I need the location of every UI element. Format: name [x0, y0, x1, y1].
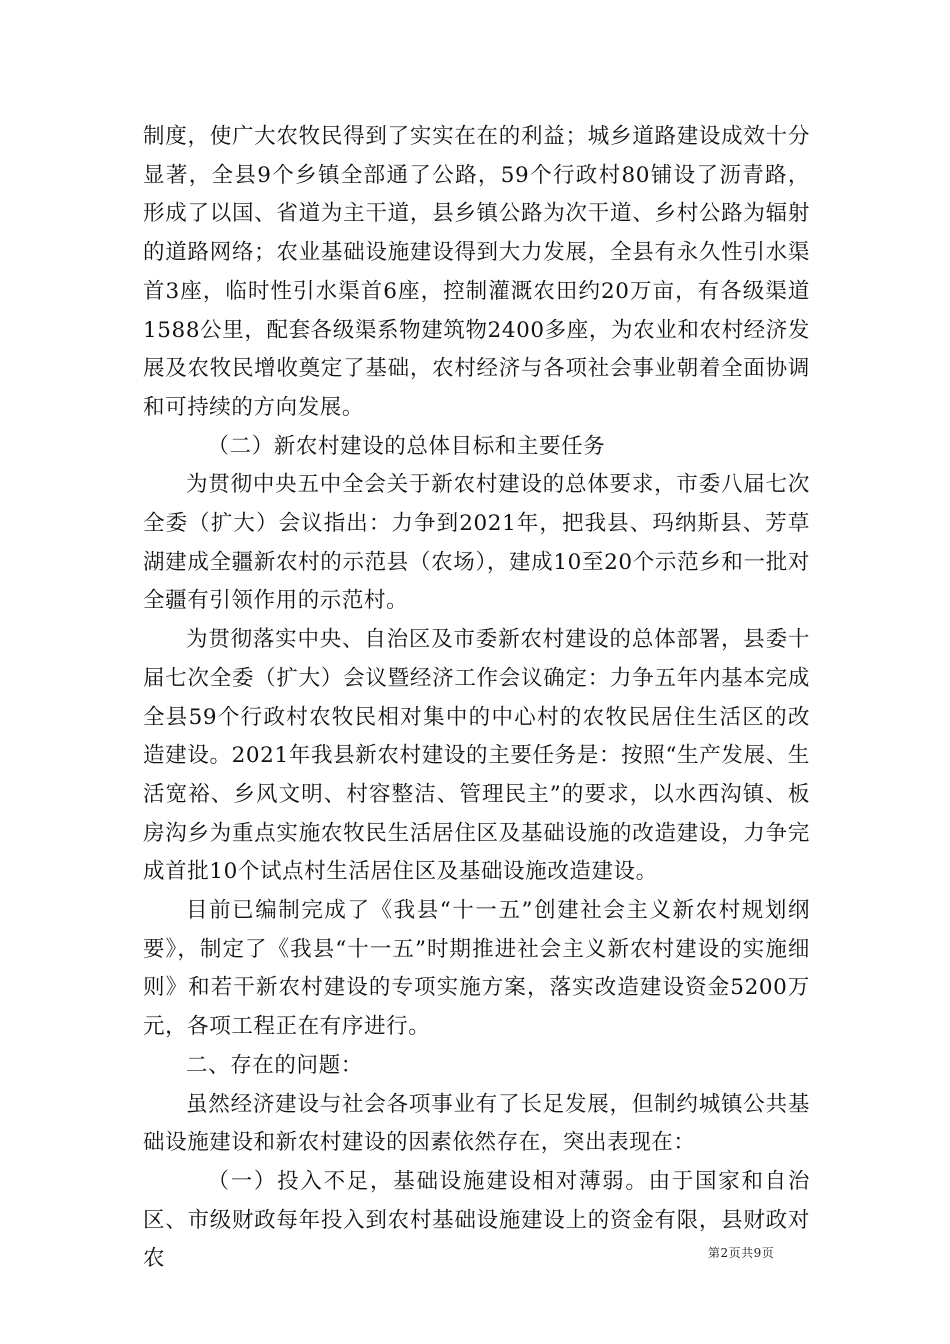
- paragraph-planning-progress: 目前已编制完成了《我县“十一五”创建社会主义新农村规划纲要》，制定了《我县“十一五”时期推进社会主义新农村建设的实施细则》和若干新农村建设的专项实施方案，落实改造建设资金5200万元，各项工程正在有序进行。: [143, 898, 810, 1040]
- paragraph-problems-intro: 虽然经济建设与社会各项事业有了长足发展，但制约城镇公共基础设施建设和新农村建设的因素依然存在，突出表现在：: [143, 1091, 810, 1156]
- document-body: [143, 118, 810, 1279]
- section-heading-new-rural-goals: （二）新农村建设的总体目标和主要任务: [207, 433, 606, 459]
- paragraph-county-tasks: 为贯彻落实中央、自治区及市委新农村建设的总体部署，县委十届七次全委（扩大）会议暨经济工作会议确定：力争五年内基本完成全县59个行政村农牧民相对集中的中心村的农牧民居住生活区的改造建设。2021年我县新农村建设的主要任务是：按照“生产发展、生活宽裕、乡风文明、村容整洁、管理民主”的要求，以水西沟镇、板房沟乡为重点实施农牧民生活居住区及基础设施的改造建设，力争完成首批10个试点村生活居住区及基础设施改造建设。: [143, 627, 810, 885]
- paragraph-insufficient-investment: （一）投入不足，基础设施建设相对薄弱。由于国家和自治区、市级财政每年投入到农村基础设施建设上的资金有限，县财政对农: [143, 1168, 810, 1272]
- paragraph-infrastructure-summary: 制度，使广大农牧民得到了实实在在的利益；城乡道路建设成效十分显著，全县9个乡镇全部通了公路，59个行政村80铺设了沥青路，形成了以国、省道为主干道，县乡镇公路为次干道、乡村公路为辐射的道路网络；农业基础设施建设得到大力发展，全县有永久性引水渠首3座，临时性引水渠首6座，控制灌溉农田约20万亩，有各级渠道1588公里，配套各级渠系物建筑物2400多座，为农业和农村经济发展及农牧民增收奠定了基础，农村经济与各项社会事业朝着全面协调和可持续的方向发展。: [143, 124, 810, 420]
- paragraph-municipal-requirements: 为贯彻中央五中全会关于新农村建设的总体要求，市委八届七次全委（扩大）会议指出：力争到2021年，把我县、玛纳斯县、芳草湖建成全疆新农村的示范县（农场），建成10至20个示范乡和一批对全疆有引领作用的示范村。: [143, 472, 810, 614]
- page-number: 第2页共9页: [708, 1246, 775, 1260]
- section-heading-existing-problems: 二、存在的问题：: [186, 1052, 363, 1078]
